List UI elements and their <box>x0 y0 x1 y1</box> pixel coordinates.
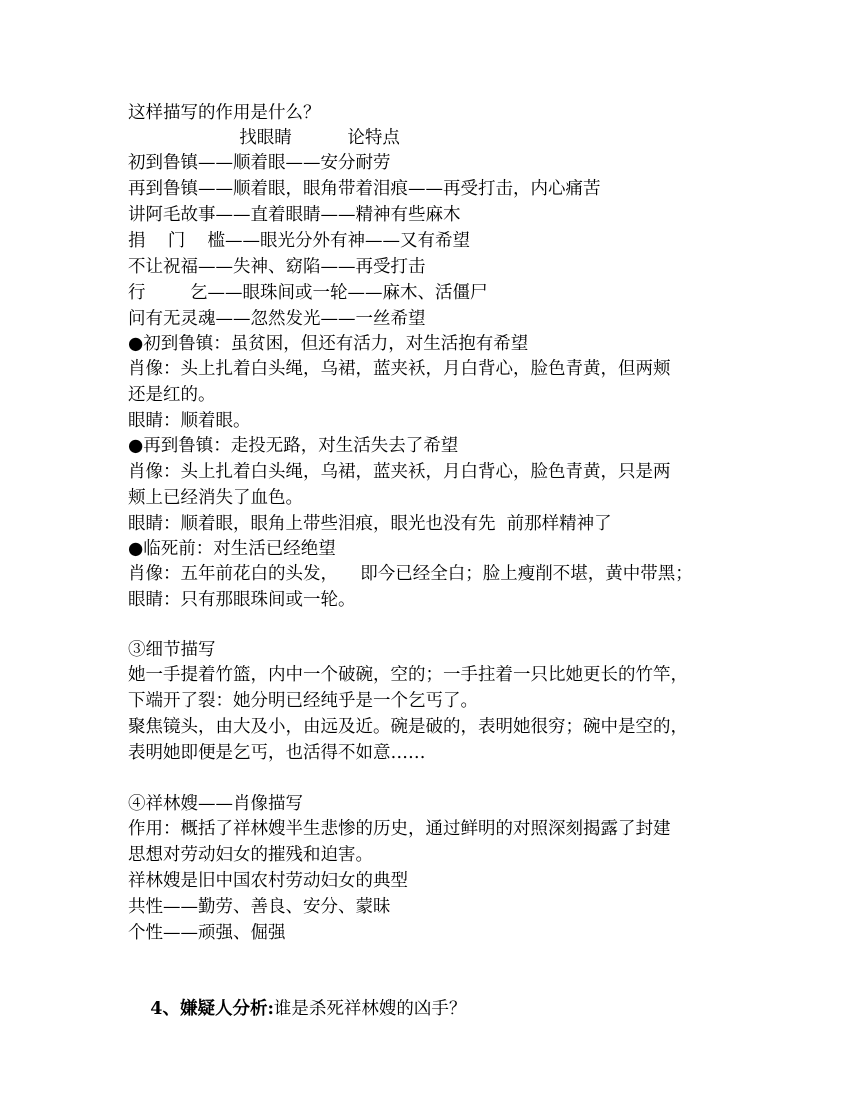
commonality-line: 共性——勤劳、善良、安分、蒙昧 <box>128 897 391 917</box>
detail-line-2: 下端开了裂：她分明已经纯乎是一个乞丐了。 <box>128 691 478 711</box>
detail-line-1: 她一手提着竹篮，内中一个破碗，空的；一手拄着一只比她更长的竹竿， <box>128 665 688 685</box>
eye-row-5: 不让祝福——失神、窈陷——再受打击 <box>128 257 426 277</box>
eyes-line-3: 眼睛：只有那眼珠间或一轮。 <box>128 590 356 610</box>
portrait-line-1: 肖像：头上扎着白头绳，乌裙，蓝夹袄，月白背心，脸色青黄，但两颊 <box>128 359 671 379</box>
effect-line-1: 作用：概括了祥林嫂半生悲惨的历史，通过鲜明的对照深刻揭露了封建 <box>128 819 671 839</box>
section-portrait-heading: ④祥林嫂——肖像描写 <box>128 794 303 814</box>
portrait-line-3: 肖像：五年前花白的头发， 即今已经全白；脸上瘦削不堪，黄中带黑； <box>128 564 693 584</box>
eye-row-2: 再到鲁镇——顺着眼，眼角带着泪痕——再受打击，内心痛苦 <box>128 179 601 199</box>
section-first-arrival: ●初到鲁镇：虽贫困，但还有活力，对生活抱有希望 <box>128 334 529 354</box>
question-line: 这样描写的作用是什么？ <box>128 103 321 123</box>
individuality-line: 个性——顽强、倔强 <box>128 923 286 943</box>
section-detail-heading: ③细节描写 <box>128 640 216 660</box>
eye-row-3: 讲阿毛故事——直着眼睛——精神有些麻木 <box>128 205 461 225</box>
eye-row-4: 捐 门 槛——眼光分外有神——又有希望 <box>128 231 471 251</box>
eyes-line-1: 眼睛：顺着眼。 <box>128 411 251 431</box>
table-header-line: 找眼睛 论特点 <box>128 128 400 148</box>
section-second-arrival: ●再到鲁镇：走投无路，对生活失去了希望 <box>128 436 459 456</box>
eye-row-6: 行 乞——眼珠间或一轮——麻木、活僵尸 <box>128 283 488 303</box>
detail-line-3: 聚焦镜头，由大及小，由远及近。碗是破的，表明她很穷；碗中是空的， <box>128 717 688 737</box>
suspect-question: 谁是杀死祥林嫂的凶手？ <box>273 999 467 1019</box>
section-before-death: ●临死前：对生活已经绝望 <box>128 539 336 559</box>
detail-line-4: 表明她即便是乞丐，也活得不如意…… <box>128 743 426 763</box>
eyes-line-2: 眼睛：顺着眼，眼角上带些泪痕，眼光也没有先 前那样精神了 <box>128 514 612 534</box>
portrait-line-2-cont: 颊上已经消失了血色。 <box>128 488 303 508</box>
section-suspect-analysis <box>128 972 467 1019</box>
eye-row-1: 初到鲁镇——顺着眼——安分耐劳 <box>128 153 391 173</box>
portrait-line-1-cont: 还是红的。 <box>128 385 216 405</box>
portrait-line-2: 肖像：头上扎着白头绳，乌裙，蓝夹袄，月白背心，脸色青黄，只是两 <box>128 462 671 482</box>
eye-row-7: 问有无灵魂——忽然发光——一丝希望 <box>128 309 426 329</box>
typical-line: 祥林嫂是旧中国农村劳动妇女的典型 <box>128 871 408 891</box>
suspect-heading: 4、嫌疑人分析: <box>150 999 274 1019</box>
effect-line-2: 思想对劳动妇女的摧残和迫害。 <box>128 845 373 865</box>
